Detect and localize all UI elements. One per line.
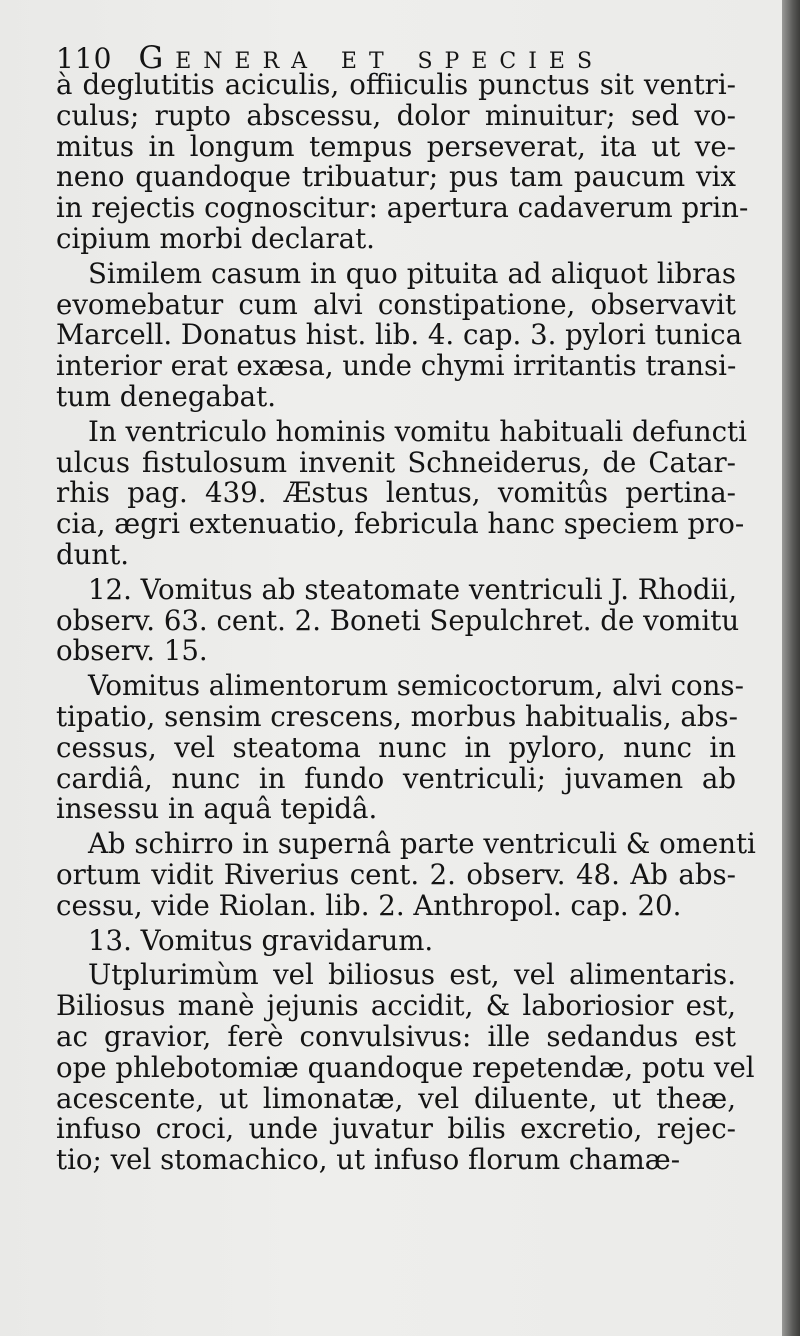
text-line: in rejectis cognoscitur: apertura cadaverum prin- — [56, 191, 749, 225]
paragraph — [56, 256, 743, 413]
text-line: Ab schirro in supernâ parte ventriculi & omenti — [88, 827, 756, 861]
paragraph — [56, 958, 755, 1177]
text-line: cipium morbi declarat. — [56, 221, 375, 255]
text-line: ac gravior, ferè convulsivus: ille sedandus est — [56, 1019, 736, 1053]
text-line: evomebatur cum alvi constipatione, observavit — [56, 287, 736, 321]
text-line: tipatio, sensim crescens, morbus habitualis, abs- — [56, 699, 738, 733]
text-line: ortum vidit Riverius cent. 2. observ. 48. Ab abs- — [56, 857, 736, 891]
text-line: culus; rupto abscessu, dolor minuitur; sed vo- — [56, 98, 736, 132]
text-line: cessu, vide Riolan. lib. 2. Anthropol. cap. 20. — [56, 888, 682, 922]
text-line: 12. Vomitus ab steatomate ventriculi J. Rhodii, — [88, 572, 738, 606]
text-line: infuso croci, unde juvatur bilis excretio, rejec- — [56, 1112, 736, 1146]
page-number: 110 — [56, 42, 113, 75]
text-line: observ. 15. — [56, 634, 208, 668]
text-line: Biliosus manè jejunis accidit, & laboriosior est, — [56, 989, 736, 1023]
text-line: acescente, ut limonatæ, vel diluente, ut theæ, — [56, 1081, 736, 1115]
text-line: insessu in aquâ tepidâ. — [56, 792, 378, 826]
text-line: In ventriculo hominis vomitu habituali defuncti — [88, 414, 747, 448]
text-line: interior erat exæsa, unde chymi irritantis transi- — [56, 349, 737, 383]
paragraph — [56, 827, 756, 922]
text-line: cessus, vel steatoma nunc in pyloro, nunc in — [56, 730, 736, 764]
text-line: Utplurimùm vel biliosus est, vel alimentaris. — [88, 958, 736, 992]
paragraph — [56, 923, 736, 957]
paragraph — [56, 414, 747, 571]
text-line: ope phlebotomiæ quandoque repetendæ, potu vel — [56, 1050, 755, 1084]
book-binding-edge — [782, 0, 800, 1336]
text-line: Vomitus alimentorum semicoctorum, alvi cons- — [88, 669, 744, 703]
text-line: Similem casum in quo pituita ad aliquot libras — [88, 256, 736, 290]
text-line: mitus in longum tempus perseverat, ita ut ve- — [56, 129, 736, 163]
text-line: dunt. — [56, 537, 130, 571]
text-line: observ. 63. cent. 2. Boneti Sepulchret. de vomitu — [56, 603, 740, 637]
text-line: neno quandoque tribuatur; pus tam paucum vix — [56, 160, 736, 194]
text-line: tum denegabat. — [56, 379, 276, 413]
text-line: Marcell. Donatus hist. lib. 4. cap. 3. pylori tunica — [56, 318, 743, 352]
text-line: tio; vel stomachico, ut infuso florum chamæ- — [56, 1143, 681, 1177]
text-line: rhis pag. 439. Æstus lentus, vomitûs pertina- — [56, 476, 736, 510]
text-line: cardiâ, nunc in fundo ventriculi; juvamen ab — [56, 761, 736, 795]
text-line: 13. Vomitus gravidarum. — [88, 923, 434, 957]
text-line: cia, ægri extenuatio, febricula hanc speciem pro- — [56, 507, 745, 541]
text-line: à deglutitis aciculis, offiiculis punctus sit ventri- — [56, 68, 736, 101]
paragraph — [56, 669, 744, 826]
text-line: ulcus fistulosum invenit Schneiderus, de Catar- — [56, 445, 736, 479]
paragraph — [56, 572, 740, 668]
paragraph — [56, 68, 749, 255]
running-title: Genera et species — [138, 40, 605, 76]
body-text — [56, 68, 756, 1177]
